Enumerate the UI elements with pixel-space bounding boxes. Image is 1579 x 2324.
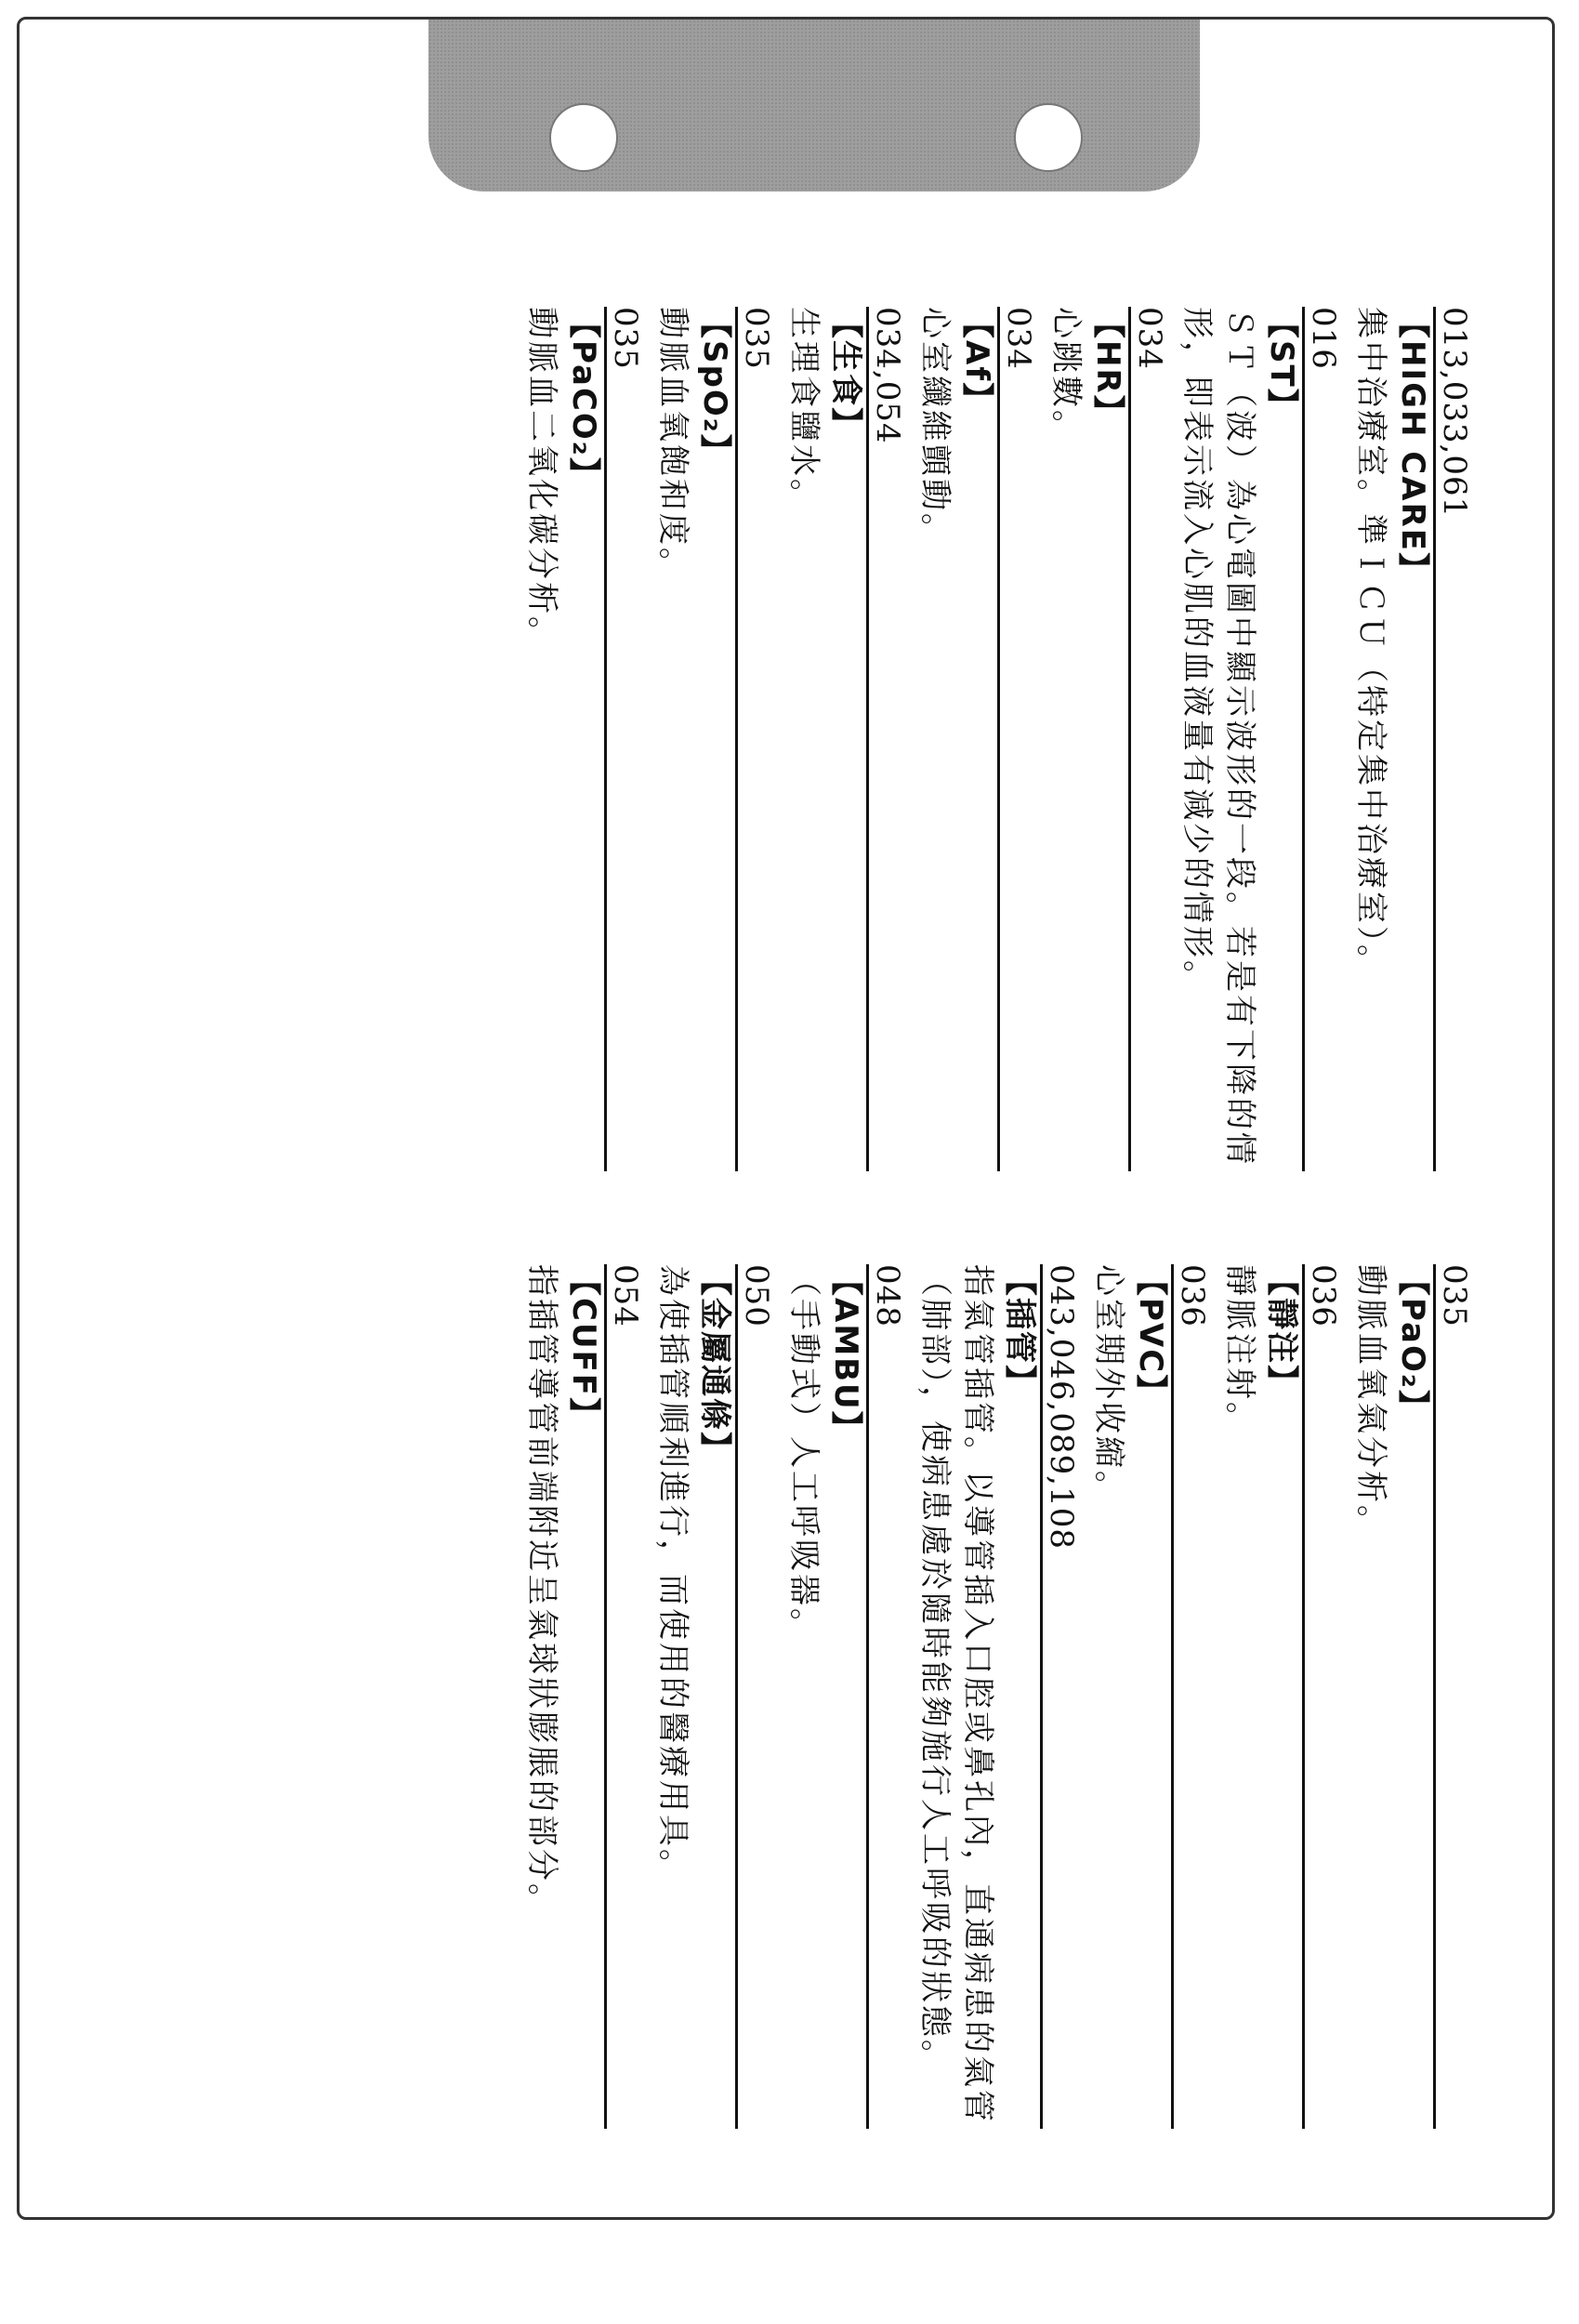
entry-pages: 048: [869, 1264, 906, 1327]
entry-rule: [866, 1264, 869, 2129]
entry-pages: 035: [738, 307, 775, 370]
entry-pages: 034: [1000, 307, 1037, 370]
entry-pages: 013,033,061: [1436, 307, 1473, 519]
entry-pages: 035: [1436, 1264, 1473, 1327]
entry-term: 【Af】: [958, 307, 995, 416]
entry-rule: [1128, 307, 1131, 1171]
glossary-entry: [914, 307, 1037, 1171]
entry-desc: 心室纖維顫動。: [916, 307, 954, 548]
entry-term: 【HIGH CARE】: [1394, 307, 1431, 586]
entry-term: 【生食】: [827, 307, 864, 441]
entry-pages: 050: [738, 1264, 775, 1327]
glossary-entry: [1045, 307, 1168, 1171]
entry-desc: 生理食鹽水。: [785, 307, 822, 513]
entry-rule: [997, 307, 1000, 1171]
entry-pages: 043,046,089,108: [1043, 1264, 1080, 1551]
entry-term: 【PVC】: [1132, 1264, 1169, 1408]
entry-desc: 指插管導管前端附近呈氣球狀膨脹的部分。: [523, 1264, 560, 1918]
glossary-column-right: [513, 1264, 1473, 2129]
entry-rule: [1302, 307, 1305, 1171]
entry-term: 【ST】: [1263, 307, 1300, 422]
entry-desc: ＳＴ（波）為心電圖中顯示波形的一段。若是有下降的情形，即表示流入心肌的血液量有減少的情形。: [1178, 307, 1258, 1167]
entry-term: 【SpO₂】: [696, 307, 733, 468]
glossary-entry: [651, 1264, 775, 2129]
entry-term: 【HR】: [1089, 307, 1126, 429]
entry-rule: [604, 1264, 607, 2129]
entry-pages: 054: [607, 1264, 644, 1327]
entry-desc: （手動式）人工呼吸器。: [785, 1264, 822, 1643]
entry-pages: 036: [1174, 1264, 1211, 1327]
glossary-entry: [914, 1264, 1080, 2129]
entry-term: 【插管】: [1001, 1264, 1038, 1398]
glossary-entry: [520, 307, 644, 1171]
entry-rule: [1433, 1264, 1436, 2129]
entry-rule: [604, 307, 607, 1171]
glossary-entry: [1349, 1264, 1473, 2129]
glossary-entry: [783, 307, 906, 1171]
entry-pages: 036: [1305, 1264, 1342, 1327]
entry-term: 【靜注】: [1263, 1264, 1300, 1398]
entry-desc: 為使插管順利進行，而使用的醫療用具。: [654, 1264, 691, 1883]
clip-hole-left: [549, 103, 618, 172]
entry-desc: 靜脈注射。: [1221, 1264, 1258, 1436]
entry-term: 【CUFF】: [565, 1264, 602, 1432]
entry-term: 【PaO₂】: [1394, 1264, 1431, 1423]
glossary-entry: [651, 307, 775, 1171]
entry-desc: 動脈血氧飽和度。: [654, 307, 691, 582]
entry-desc: 指氣管插管。以導管插入口腔或鼻孔內，直通病患的氣管（肺部），使病患處於隨時能夠施行人工呼吸的狀態。: [916, 1264, 996, 2124]
entry-pages: 035: [607, 307, 644, 370]
entry-pages: 016: [1305, 307, 1342, 370]
entry-rule: [1171, 1264, 1174, 2129]
entry-desc: 心跳數。: [1047, 307, 1085, 444]
entry-desc: 動脈血二氧化碳分析。: [523, 307, 560, 651]
glossary-entry: [783, 1264, 906, 2129]
entry-pages: 034: [1131, 307, 1168, 370]
glossary-column-left: [513, 307, 1473, 1171]
entry-desc: 動脈血氧氣分析。: [1352, 1264, 1389, 1539]
glossary-entry: [1218, 1264, 1342, 2129]
entry-desc: 心室期外收縮。: [1090, 1264, 1127, 1505]
entry-pages: 034,054: [869, 307, 906, 444]
glossary-content: [79, 307, 1473, 2129]
clip-hole-right: [1014, 103, 1083, 172]
entry-term: 【PaCO₂】: [565, 307, 602, 491]
entry-rule: [735, 307, 738, 1171]
entry-desc: 集中治療室。準ＩＣＵ（特定集中治療室）。: [1352, 307, 1389, 979]
glossary-entry: [520, 1264, 644, 2129]
clipboard-clip: [428, 20, 1200, 191]
entry-rule: [735, 1264, 738, 2129]
glossary-entry: [1349, 307, 1473, 1171]
glossary-entry: [1176, 307, 1342, 1171]
entry-term: 【AMBU】: [827, 1264, 864, 1445]
entry-rule: [1302, 1264, 1305, 2129]
glossary-entry: [1087, 1264, 1211, 2129]
entry-term: 【金屬通條】: [696, 1264, 733, 1465]
